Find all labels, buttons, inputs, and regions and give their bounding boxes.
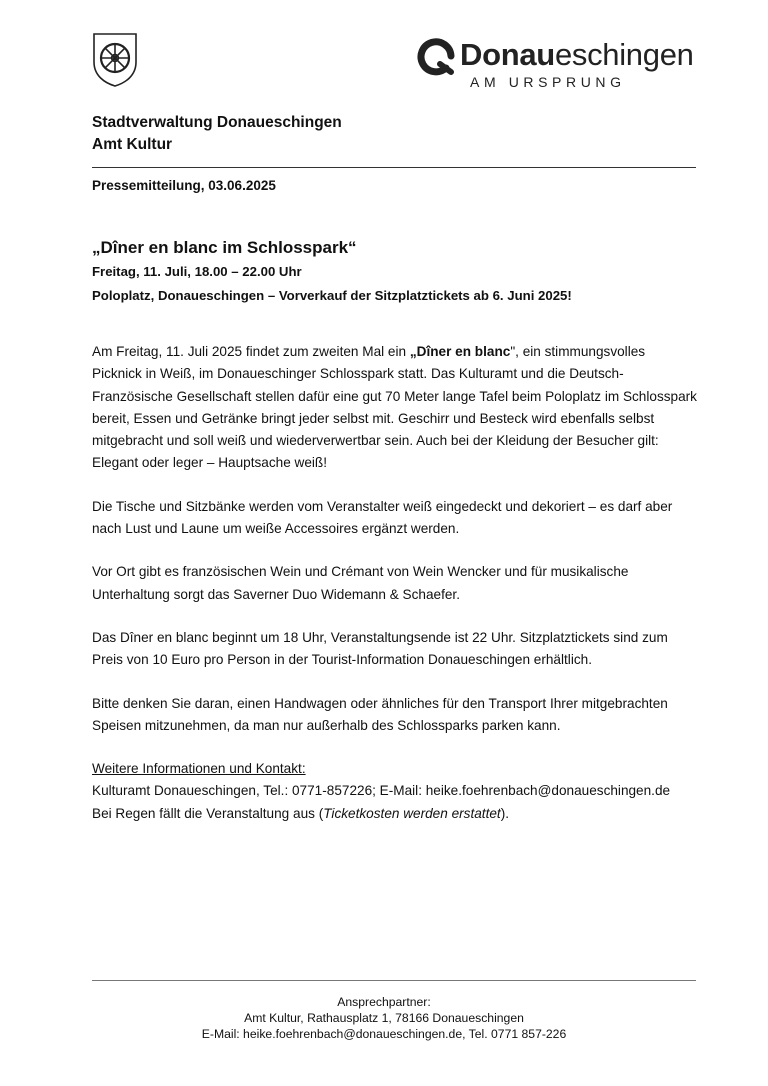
organization-department: Amt Kultur bbox=[92, 136, 173, 153]
refund-note: Ticketkosten werden erstattet bbox=[323, 805, 501, 821]
paragraph-tickets: Das Dîner en blanc beginnt um 18 Uhr, Veranstaltungsende ist 22 Uhr. Sitzplatztickets sind zum Preis von 10 Euro pro Person in der Tourist-Information Donaueschingen erhältlich. bbox=[92, 629, 668, 668]
footer-contact-label: Ansprechpartner: bbox=[337, 995, 431, 1009]
footer-divider bbox=[92, 980, 696, 981]
body-text bbox=[92, 341, 698, 825]
paragraph-transport: Bitte denken Sie daran, einen Handwagen oder ähnliches für den Transport Ihrer mitgebrachten Speisen mitzunehmen, da man nur außerhalb des Schlossparks parken kann. bbox=[92, 695, 668, 733]
logo-name-rest: eschingen bbox=[554, 37, 694, 72]
logo-tagline: AM URSPRUNG bbox=[470, 74, 626, 90]
event-name-bold: „Dîner en blanc bbox=[409, 344, 511, 359]
header-divider bbox=[92, 167, 696, 168]
contact-heading: Weitere Informationen und Kontakt: bbox=[92, 761, 306, 777]
city-logo bbox=[416, 34, 706, 96]
event-location: Poloplatz, Donaueschingen – Vorverkauf der Sitzplatztickets ab 6. Juni 2025! bbox=[92, 288, 572, 303]
paragraph-intro: Am Freitag, 11. Juli 2025 findet zum zweiten Mal ein „Dîner en blanc", ein stimmungsvolles Picknick in Weiß, im Donaueschinger Schlosspark statt. Das Kulturamt und die Deutsch-Französische Gesellschaft stellen dafür eine gut 70 Meter lange Tafel beim Poloplatz im Schlosspark bereit, Essen und Getränke bringt jeder selbst mit. Geschirr und Besteck wird ebenfalls selbst mitgebracht und soll weiß und wiederverwertbar sein. Auch bei der Kleidung der Besucher gilt: Elegant oder leger – Hauptsache weiß! bbox=[92, 344, 697, 471]
contact-details: Kulturamt Donaueschingen, Tel.: 0771-857226; E-Mail: heike.foehrenbach@donaueschingen.de bbox=[92, 783, 671, 799]
logo-mark-icon bbox=[416, 34, 458, 76]
paragraph-tables: Die Tische und Sitzbänke werden vom Veranstalter weiß eingedeckt und dekoriert – es darf aber nach Lust und Laune um weiße Accessoires ergänzt werden. bbox=[92, 498, 673, 537]
event-title: „Dîner en blanc im Schlosspark“ bbox=[92, 238, 357, 257]
rain-notice: Bei Regen fällt die Veranstaltung aus (Ticketkosten werden erstattet). bbox=[92, 805, 509, 821]
footer-email-phone: E-Mail: heike.foehrenbach@donaueschingen.de, Tel. 0771 857-226 bbox=[201, 1027, 567, 1041]
paragraph-wine-music: Vor Ort gibt es französischen Wein und Crémant von Wein Wencker und für musikalische Unterhaltung sorgt das Saverner Duo Widemann & Schaefer. bbox=[92, 564, 629, 602]
footer-address: Amt Kultur, Rathausplatz 1, 78166 Donaueschingen bbox=[244, 1011, 524, 1025]
logo-wordmark bbox=[460, 34, 694, 76]
event-date: Freitag, 11. Juli, 18.00 – 22.00 Uhr bbox=[92, 264, 302, 279]
press-release-date: Pressemitteilung, 03.06.2025 bbox=[92, 178, 276, 193]
contact-section bbox=[92, 758, 698, 825]
organization-name: Stadtverwaltung Donaueschingen bbox=[92, 114, 342, 131]
footer bbox=[0, 994, 768, 1042]
logo-name-bold: Donau bbox=[460, 37, 555, 72]
organization-block bbox=[92, 112, 342, 156]
city-crest-icon bbox=[92, 32, 138, 88]
